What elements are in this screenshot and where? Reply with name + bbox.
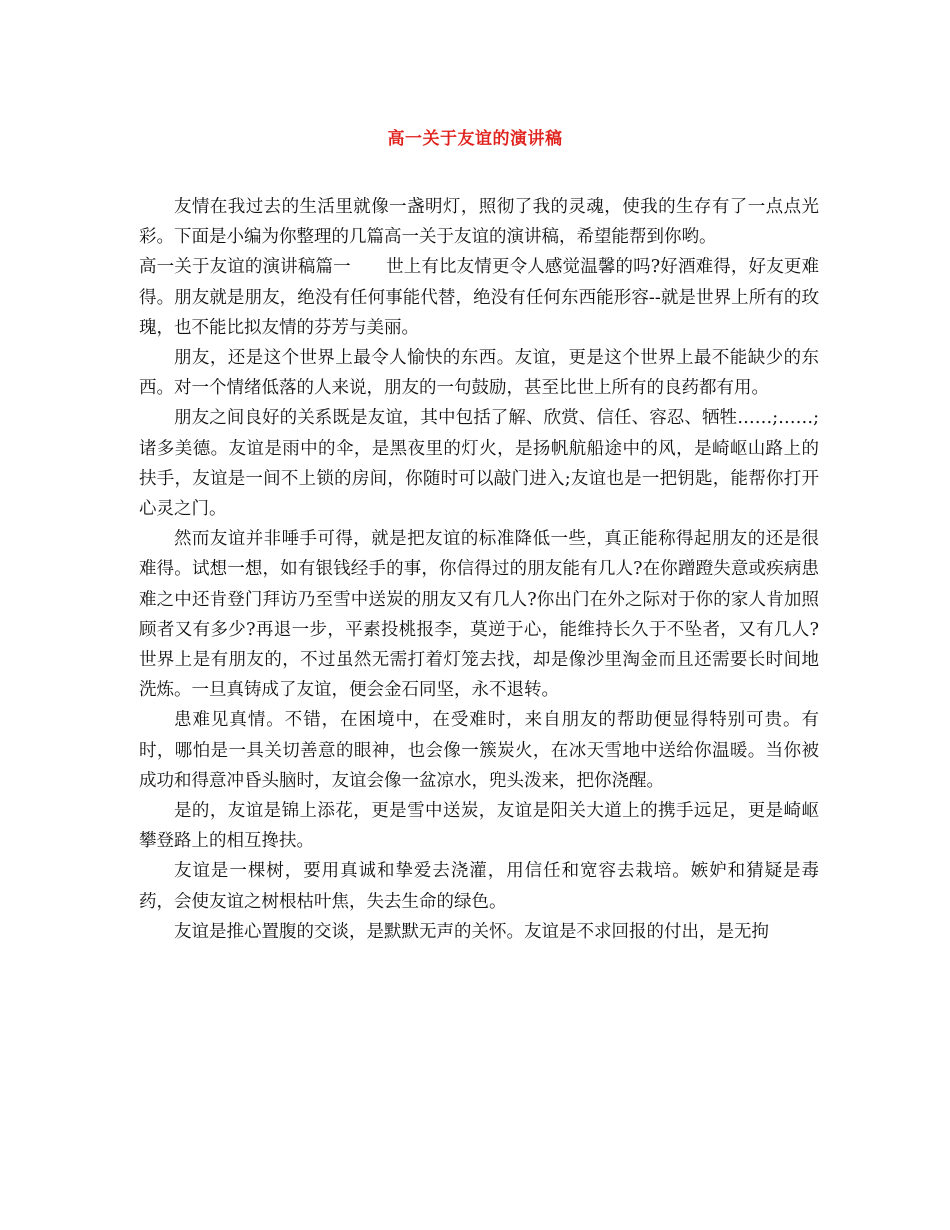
document-title: 高一关于友谊的演讲稿 <box>387 129 563 149</box>
document-body <box>139 192 819 947</box>
paragraph: 是的，友谊是锦上添花，更是雪中送炭，友谊是阳关大道上的携手远足，更是崎岖攀登路上的相互搀扶。 <box>139 801 819 852</box>
paragraph: 患难见真情。不错，在困境中，在受难时，来自朋友的帮助便显得特别可贵。有时，哪怕是一具关切善意的眼神，也会像一簇炭火，在冰天雪地中送给你温暖。当你被成功和得意冲昏头脑时，友谊会像一盆凉水，兜头泼来，把你浇醒。 <box>139 710 819 791</box>
paragraph: 友谊是一棵树，要用真诚和挚爱去浇灌，用信任和宽容去栽培。嫉妒和猜疑是毒药，会使友谊之树根枯叶焦，失去生命的绿色。 <box>139 861 819 912</box>
paragraph: 朋友，还是这个世界上最令人愉快的东西。友谊，更是这个世界上最不能缺少的东西。对一个情绪低落的人来说，朋友的一句鼓励，甚至比世上所有的良药都有用。 <box>139 348 819 399</box>
paragraph: 友谊是推心置腹的交谈，是默默无声的关怀。友谊是不求回报的付出，是无拘 <box>174 921 769 942</box>
paragraph-speech-one-heading: 高一关于友谊的演讲稿篇一 世上有比友情更令人感觉温馨的吗?好酒难得，好友更难得。朋友就是朋友，绝没有任何事能代替，绝没有任何东西能形容--就是世界上所有的玫瑰，也不能比拟友情的芬芳与美丽。 <box>139 257 819 338</box>
paragraph-intro: 友情在我过去的生活里就像一盏明灯，照彻了我的灵魂，使我的生存有了一点点光彩。下面是小编为你整理的几篇高一关于友谊的演讲稿，希望能帮到你哟。 <box>139 197 819 248</box>
paragraph: 然而友谊并非唾手可得，就是把友谊的标准降低一些，真正能称得起朋友的还是很难得。试想一想，如有银钱经手的事，你信得过的朋友能有几人?在你蹭蹬失意或疾病患难之中还肯登门拜访乃至雪中送炭的朋友又有几人?你出门在外之际对于你的家人肯加照顾者又有多少?再退一步，平素投桃报李，莫逆于心，能维持长久于不坠者，又有几人?世界上是有朋友的，不过虽然无需打着灯笼去找，却是像沙里淘金而且还需要长时间地洗炼。一旦真铸成了友谊，便会金石同坚，永不退转。 <box>139 529 819 701</box>
paragraph: 朋友之间良好的关系既是友谊，其中包括了解、欣赏、信任、容忍、牺牲……;……;诸多美德。友谊是雨中的伞，是黑夜里的灯火，是扬帆航船途中的风，是崎岖山路上的扶手，友谊是一间不上锁的房间，你随时可以敲门进入;友谊也是一把钥匙，能帮你打开心灵之门。 <box>139 408 819 520</box>
